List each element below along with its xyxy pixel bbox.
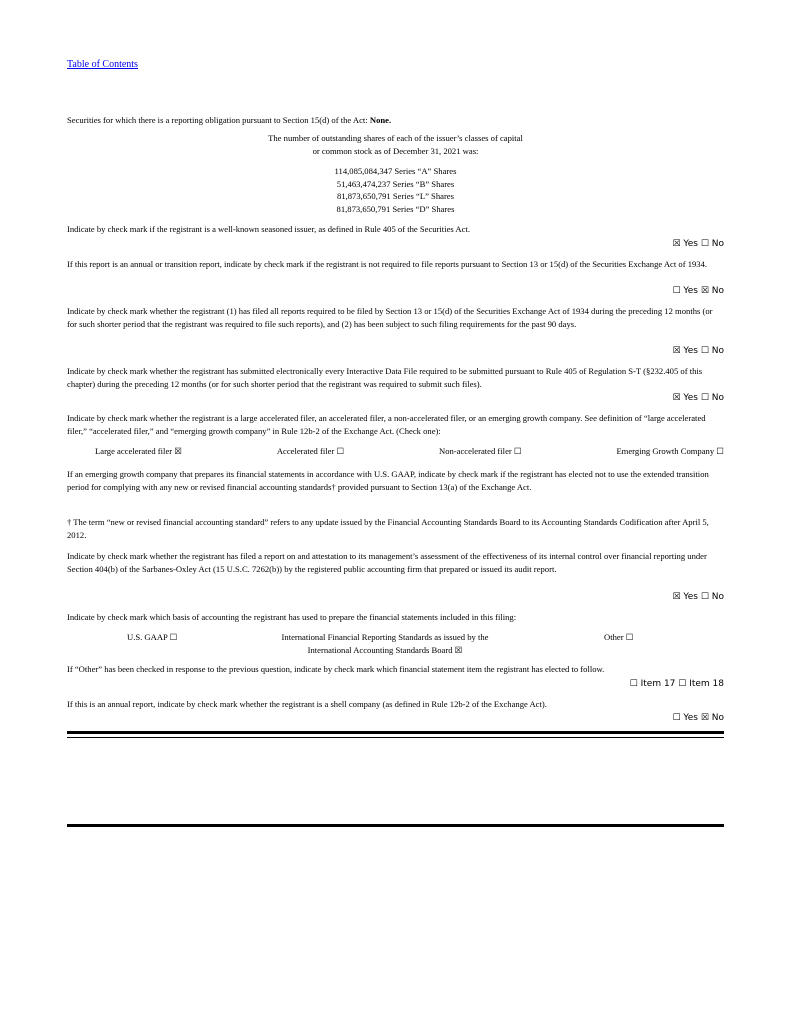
question-internal-control-answer[interactable]: ☒ Yes ☐ No [672,592,724,602]
question-other-item-answer[interactable]: ☐ Item 17 ☐ Item 18 [629,679,724,689]
emerging-growth-company-option[interactable]: Emerging Growth Company ☐ [616,446,724,456]
question-not-required-answer[interactable]: ☐ Yes ☒ No [672,286,724,296]
question-interactive-data-answer[interactable]: ☒ Yes ☐ No [672,393,724,403]
question-shell-company-text: If this is an annual report, indicate by check mark whether the registrant is a shell company (as defined in Rule 12b-2 of the Exchange Act). [67,699,547,709]
question-accounting-basis [67,611,724,624]
footnote-accounting-standard [67,516,724,541]
question-emerging-growth-text: If an emerging growth company that prepares its financial statements in accordance with U.S. GAAP, indicate by check mark if the registrant has elected not to use the extended transition period for complying with any new or revised financial accounting standards† provided pursuant to Section 13(a) of the Exchange Act. [67,469,709,492]
us-gaap-option[interactable]: U.S. GAAP ☐ [127,632,178,642]
ifrs-option[interactable] [259,631,511,656]
accelerated-filer-option[interactable]: Accelerated filer ☐ [276,446,345,456]
question-filer-status [67,412,724,437]
double-rule-top [67,731,724,734]
question-internal-control-text: Indicate by check mark whether the registrant has filed a report on and attestation to its management’s assessment of the effectiveness of its internal control over financial reporting under Section 404(b) of the Sarbanes-Oxley Act (15 U.S.C. 7262(b)) by the registered public accounting firm that prepared or issued its audit report. [67,551,707,574]
other-basis-option[interactable]: Other ☐ [604,632,634,642]
outstanding-intro-line-1: The number of outstanding shares of each of the issuer’s classes of capital [268,133,523,143]
large-accelerated-filer-option[interactable]: Large accelerated filer ☒ [95,446,182,456]
question-wksi-text: Indicate by check mark if the registrant is a well-known seasoned issuer, as defined in Rule 405 of the Securities Act. [67,224,470,234]
ifrs-option-line-2: International Accounting Standards Board ☒ [307,644,463,655]
section-15d-answer: None. [369,115,392,125]
question-emerging-growth [67,468,724,493]
outstanding-shares-intro [67,132,724,157]
share-class-a: 114,085,084,347 Series “A” Shares [334,166,457,176]
question-filed-reports-answer[interactable]: ☒ Yes ☐ No [672,346,724,356]
page-divider-rule [67,824,724,827]
question-filed-reports-text: Indicate by check mark whether the registrant (1) has filed all reports required to be filed by Section 13 or 15(d) of the Securities Exchange Act of 1934 during the preceding 12 months (or for such shorter period that the registrant was required to file such reports), and (2) has been subject to such filing requirements for the past 90 days. [67,306,713,329]
document-page [67,0,724,1024]
share-class-b: 51,463,474,237 Series “B” Shares [336,178,455,189]
footnote-text: † The term “new or revised financial accounting standard” refers to any update issued by the Financial Accounting Standards Board to its Accounting Standards Codification after April 5, 2012. [67,517,709,540]
question-wksi-answer[interactable]: ☒ Yes ☐ No [672,239,724,249]
share-class-d: 81,873,650,791 Series “D” Shares [336,203,455,214]
question-shell-company [67,698,724,711]
non-accelerated-filer-option[interactable]: Non-accelerated filer ☐ [438,446,522,456]
question-interactive-data [67,365,724,390]
question-not-required [67,258,724,271]
question-interactive-data-text: Indicate by check mark whether the registrant has submitted electronically every Interactive Data File required to be submitted pursuant to Rule 405 of Regulation S-T (§232.405 of this chapter) during the preceding 12 months (or for such shorter period that the registrant was required to submit such files). [67,366,703,389]
question-filed-reports [67,305,724,330]
toc-link-row [67,58,724,72]
table-of-contents-link[interactable]: Table of Contents [67,59,138,70]
section-15d-text: Securities for which there is a reporting obligation pursuant to Section 15(d) of the Act: [67,115,370,125]
question-wksi [67,223,724,236]
question-accounting-basis-text: Indicate by check mark which basis of accounting the registrant has used to prepare the financial statements included in this filing: [67,612,517,622]
share-class-l: 81,873,650,791 Series “L” Shares [337,191,454,201]
filer-status-options [67,445,724,458]
question-shell-company-answer[interactable]: ☐ Yes ☒ No [672,713,724,723]
question-filer-status-text: Indicate by check mark whether the registrant is a large accelerated filer, an accelerated filer, a non-accelerated filer, or an emerging growth company. See definition of “large accelerated filer,” “accelerated filer,” and “emerging growth company” in Rule 12b-2 of the Exchange Act. (Check one): [67,413,706,436]
section-15d-statement [67,114,724,127]
accounting-basis-options [67,631,724,656]
ifrs-option-line-1: International Financial Reporting Standards as issued by the [281,632,489,642]
question-other-item [67,663,724,676]
share-classes-list [67,165,724,215]
question-other-item-text: If “Other” has been checked in response to the previous question, indicate by check mark which financial statement item the registrant has elected to follow. [67,664,605,674]
outstanding-intro-line-2: or common stock as of December 31, 2021 was: [312,145,479,156]
question-not-required-text: If this report is an annual or transition report, indicate by check mark if the registrant is not required to file reports pursuant to Section 13 or 15(d) of the Securities Exchange Act of 1934. [67,259,708,269]
double-rule-bottom [67,737,724,738]
question-internal-control [67,550,724,575]
